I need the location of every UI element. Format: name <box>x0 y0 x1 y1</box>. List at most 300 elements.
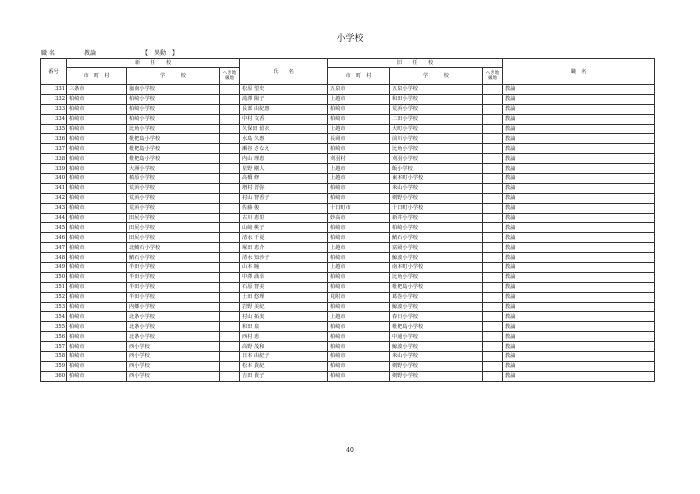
old-school-cell: 大町小学校 <box>390 124 483 134</box>
job-title-cell: 教論 <box>503 85 655 95</box>
row-no-cell: 358 <box>41 352 67 362</box>
table-row <box>41 233 655 243</box>
job-title-cell: 教論 <box>503 253 655 263</box>
new-remote-cell <box>220 342 240 352</box>
new-school-cell: 北条小学校 <box>127 332 220 342</box>
job-title-cell: 教論 <box>503 312 655 322</box>
old-city-cell: 妙高市 <box>328 213 390 223</box>
old-city-cell: 柏崎市 <box>328 322 390 332</box>
table-row <box>41 263 655 273</box>
old-remote-cell <box>483 263 503 273</box>
new-remote-cell <box>220 114 240 124</box>
col-new-remote: へき地級地 <box>220 68 240 85</box>
new-city-cell: 柏崎市 <box>67 174 127 184</box>
old-remote-cell <box>483 154 503 164</box>
new-school-cell: 荒浜小学校 <box>127 183 220 193</box>
table-row <box>41 144 655 154</box>
new-remote-cell <box>220 263 240 273</box>
old-remote-cell <box>483 94 503 104</box>
new-remote-cell <box>220 352 240 362</box>
old-remote-cell <box>483 124 503 134</box>
old-school-cell: 枇杷島小学校 <box>390 322 483 332</box>
old-city-cell: 上越市 <box>328 94 390 104</box>
table-row <box>41 272 655 282</box>
row-no-cell: 339 <box>41 164 67 174</box>
new-school-cell: 内郷小学校 <box>127 302 220 312</box>
row-no-cell: 349 <box>41 263 67 273</box>
old-remote-cell <box>483 302 503 312</box>
old-city-cell: 柏崎市 <box>328 361 390 371</box>
row-no-cell: 344 <box>41 213 67 223</box>
old-city-cell: 十日町市 <box>328 203 390 213</box>
table-row <box>41 371 655 381</box>
row-no-cell: 348 <box>41 253 67 263</box>
teacher-name-cell: 内山 理恵 <box>240 154 328 164</box>
new-city-cell: 柏崎市 <box>67 371 127 381</box>
old-remote-cell <box>483 164 503 174</box>
row-no-cell: 355 <box>41 322 67 332</box>
old-city-cell: 柏崎市 <box>328 233 390 243</box>
teacher-name-cell: 松原 望史 <box>240 85 328 95</box>
transfer-table <box>40 58 655 382</box>
teacher-name-cell: 和田 泉 <box>240 322 328 332</box>
table-row <box>41 312 655 322</box>
old-school-cell: 比角小学校 <box>390 144 483 154</box>
new-remote-cell <box>220 292 240 302</box>
job-title-cell: 教論 <box>503 104 655 114</box>
page-number: 40 <box>346 447 354 454</box>
old-remote-cell <box>483 253 503 263</box>
new-remote-cell <box>220 85 240 95</box>
teacher-name-cell: 高橋 修 <box>240 174 328 184</box>
new-school-cell: 半田小学校 <box>127 292 220 302</box>
old-city-cell: 上越市 <box>328 174 390 184</box>
col-old-city: 市 町 村 <box>328 68 390 85</box>
old-remote-cell <box>483 352 503 362</box>
row-no-cell: 332 <box>41 94 67 104</box>
new-city-cell: 柏崎市 <box>67 144 127 154</box>
new-school-cell: 鯖石小学校 <box>127 253 220 263</box>
new-city-cell: 柏崎市 <box>67 104 127 114</box>
old-city-cell: 柏崎市 <box>328 332 390 342</box>
table-row <box>41 154 655 164</box>
new-school-cell: 柏崎小学校 <box>127 104 220 114</box>
old-city-cell: 柏崎市 <box>328 302 390 312</box>
new-city-cell: 柏崎市 <box>67 302 127 312</box>
old-city-cell: 上越市 <box>328 164 390 174</box>
old-school-cell: 二田小学校 <box>390 114 483 124</box>
old-remote-cell <box>483 183 503 193</box>
new-remote-cell <box>220 282 240 292</box>
old-school-cell: 柏崎小学校 <box>390 223 483 233</box>
table-row <box>41 243 655 253</box>
old-remote-cell <box>483 272 503 282</box>
new-school-cell: 荒浜小学校 <box>127 193 220 203</box>
new-city-cell: 柏崎市 <box>67 203 127 213</box>
job-title-cell: 教論 <box>503 213 655 223</box>
old-school-cell: 剣野小学校 <box>390 361 483 371</box>
old-remote-cell <box>483 144 503 154</box>
new-city-cell: 柏崎市 <box>67 233 127 243</box>
old-city-cell: 柏崎市 <box>328 352 390 362</box>
col-new-city: 市 町 村 <box>67 68 127 85</box>
col-job: 職 名 <box>503 59 655 85</box>
old-school-cell: 剣野小学校 <box>390 371 483 381</box>
old-remote-cell <box>483 342 503 352</box>
page-title: 小学校 <box>336 34 364 44</box>
new-school-cell: 北鯖石小学校 <box>127 243 220 253</box>
old-remote-cell <box>483 203 503 213</box>
new-remote-cell <box>220 302 240 312</box>
old-school-cell: 刈羽小学校 <box>390 154 483 164</box>
old-school-cell: 米山小学校 <box>390 352 483 362</box>
teacher-name-cell: 松本 貴紀 <box>240 361 328 371</box>
table-row <box>41 322 655 332</box>
old-city-cell: 柏崎市 <box>328 183 390 193</box>
new-school-cell: 半田小学校 <box>127 272 220 282</box>
teacher-name-cell: 山本 瞳 <box>240 263 328 273</box>
new-city-cell: 柏崎市 <box>67 164 127 174</box>
new-city-cell: 柏崎市 <box>67 253 127 263</box>
old-school-cell: 米山小学校 <box>390 183 483 193</box>
teacher-name-cell: 星野 剛人 <box>240 164 328 174</box>
new-city-cell: 柏崎市 <box>67 193 127 203</box>
row-no-cell: 334 <box>41 114 67 124</box>
new-city-cell: 柏崎市 <box>67 183 127 193</box>
new-remote-cell <box>220 94 240 104</box>
col-new-group: 新 任 校 <box>67 59 240 68</box>
job-title-cell: 教論 <box>503 272 655 282</box>
table-row <box>41 94 655 104</box>
teacher-name-cell: 中澤 満幸 <box>240 272 328 282</box>
old-school-cell: 春日小学校 <box>390 312 483 322</box>
new-school-cell: 半田小学校 <box>127 263 220 273</box>
table-row <box>41 203 655 213</box>
old-city-cell: 柏崎市 <box>328 223 390 233</box>
new-school-cell: 柏崎小学校 <box>127 114 220 124</box>
table-row <box>41 174 655 184</box>
new-city-cell: 柏崎市 <box>67 94 127 104</box>
new-city-cell: 柏崎市 <box>67 292 127 302</box>
old-remote-cell <box>483 85 503 95</box>
new-remote-cell <box>220 203 240 213</box>
row-no-cell: 346 <box>41 233 67 243</box>
teacher-name-cell: 清水 千夏 <box>240 233 328 243</box>
new-city-cell: 柏崎市 <box>67 312 127 322</box>
teacher-name-cell: 滝澤 陽子 <box>240 94 328 104</box>
new-remote-cell <box>220 144 240 154</box>
table-row <box>41 332 655 342</box>
row-no-cell: 359 <box>41 361 67 371</box>
teacher-name-cell: 古川 恵里 <box>240 213 328 223</box>
table-row <box>41 361 655 371</box>
new-remote-cell <box>220 164 240 174</box>
new-city-cell: 柏崎市 <box>67 154 127 164</box>
move-label: 【 異動 】 <box>142 50 179 57</box>
table-row <box>41 134 655 144</box>
old-city-cell: 上越市 <box>328 243 390 253</box>
row-no-cell: 336 <box>41 134 67 144</box>
old-school-cell: 十日町小学校 <box>390 203 483 213</box>
old-remote-cell <box>483 332 503 342</box>
old-city-cell: 柏崎市 <box>328 104 390 114</box>
old-remote-cell <box>483 322 503 332</box>
row-no-cell: 356 <box>41 332 67 342</box>
new-school-cell: 西小学校 <box>127 352 220 362</box>
job-title-cell: 教論 <box>503 154 655 164</box>
teacher-name-cell: 佐藤 俊 <box>240 203 328 213</box>
table-row <box>41 85 655 95</box>
new-school-cell: 西小学校 <box>127 371 220 381</box>
table-row <box>41 164 655 174</box>
old-remote-cell <box>483 282 503 292</box>
new-city-cell: 柏崎市 <box>67 322 127 332</box>
new-remote-cell <box>220 183 240 193</box>
old-school-cell: 飯小学校 <box>390 164 483 174</box>
job-title-cell: 教論 <box>503 342 655 352</box>
new-remote-cell <box>220 371 240 381</box>
old-school-cell: 五泉小学校 <box>390 85 483 95</box>
job-title-cell: 教論 <box>503 233 655 243</box>
new-remote-cell <box>220 253 240 263</box>
job-title-cell: 教論 <box>503 292 655 302</box>
row-no-cell: 347 <box>41 243 67 253</box>
old-remote-cell <box>483 312 503 322</box>
table-row <box>41 253 655 263</box>
new-school-cell: 田尻小学校 <box>127 233 220 243</box>
new-city-cell: 柏崎市 <box>67 361 127 371</box>
job-title-cell: 教論 <box>503 322 655 332</box>
table-row <box>41 292 655 302</box>
job-value: 教論 <box>84 50 97 57</box>
new-remote-cell <box>220 193 240 203</box>
row-no-cell: 353 <box>41 302 67 312</box>
old-school-cell: 東本町小学校 <box>390 174 483 184</box>
old-city-cell: 五泉市 <box>328 85 390 95</box>
old-remote-cell <box>483 223 503 233</box>
job-title-cell: 教論 <box>503 282 655 292</box>
col-old-remote: へき地級地 <box>483 68 503 85</box>
col-old-group: 旧 任 校 <box>328 59 503 68</box>
row-no-cell: 357 <box>41 342 67 352</box>
table-row <box>41 302 655 312</box>
new-remote-cell <box>220 174 240 184</box>
job-title-cell: 教論 <box>503 243 655 253</box>
job-title-cell: 教論 <box>503 94 655 104</box>
old-city-cell: 長岡市 <box>328 134 390 144</box>
new-city-cell: 柏崎市 <box>67 243 127 253</box>
teacher-name-cell: 増村 晋弥 <box>240 183 328 193</box>
old-remote-cell <box>483 371 503 381</box>
new-school-cell: 大洲小学校 <box>127 164 220 174</box>
teacher-name-cell: 高野 茂和 <box>240 342 328 352</box>
old-city-cell: 柏崎市 <box>328 272 390 282</box>
new-city-cell: 柏崎市 <box>67 134 127 144</box>
table-row <box>41 114 655 124</box>
row-no-cell: 354 <box>41 312 67 322</box>
new-school-cell: 嵐南小学校 <box>127 85 220 95</box>
old-school-cell: 新井小学校 <box>390 213 483 223</box>
old-remote-cell <box>483 292 503 302</box>
row-no-cell: 337 <box>41 144 67 154</box>
row-no-cell: 331 <box>41 85 67 95</box>
job-label: 職 名 <box>41 50 55 57</box>
new-remote-cell <box>220 213 240 223</box>
new-remote-cell <box>220 312 240 322</box>
old-city-cell: 見附市 <box>328 292 390 302</box>
job-title-cell: 教論 <box>503 183 655 193</box>
new-school-cell: 西小学校 <box>127 342 220 352</box>
new-city-cell: 柏崎市 <box>67 342 127 352</box>
new-city-cell: 柏崎市 <box>67 213 127 223</box>
new-school-cell: 枇杷島小学校 <box>127 144 220 154</box>
teacher-name-cell: 中村 文香 <box>240 114 328 124</box>
job-title-cell: 教論 <box>503 124 655 134</box>
new-city-cell: 柏崎市 <box>67 352 127 362</box>
job-title-cell: 教論 <box>503 193 655 203</box>
old-remote-cell <box>483 243 503 253</box>
new-remote-cell <box>220 154 240 164</box>
old-city-cell: 柏崎市 <box>328 193 390 203</box>
row-no-cell: 335 <box>41 124 67 134</box>
job-title-cell: 教論 <box>503 371 655 381</box>
new-remote-cell <box>220 332 240 342</box>
old-city-cell: 上越市 <box>328 124 390 134</box>
new-school-cell: 田尻小学校 <box>127 213 220 223</box>
teacher-name-cell: 土田 悠理 <box>240 292 328 302</box>
old-city-cell: 上越市 <box>328 312 390 322</box>
table-row <box>41 193 655 203</box>
old-remote-cell <box>483 114 503 124</box>
old-city-cell: 刈羽村 <box>328 154 390 164</box>
row-no-cell: 340 <box>41 174 67 184</box>
new-city-cell: 三条市 <box>67 85 127 95</box>
teacher-name-cell: 日本 由紀子 <box>240 352 328 362</box>
row-no-cell: 341 <box>41 183 67 193</box>
col-no: 番号 <box>41 59 67 85</box>
teacher-name-cell: 水島 久惠 <box>240 134 328 144</box>
teacher-name-cell: 山﨑 桃子 <box>240 223 328 233</box>
row-no-cell: 345 <box>41 223 67 233</box>
row-no-cell: 351 <box>41 282 67 292</box>
new-remote-cell <box>220 361 240 371</box>
new-remote-cell <box>220 243 240 253</box>
teacher-name-cell: 石原 智美 <box>240 282 328 292</box>
table-row <box>41 124 655 134</box>
teacher-name-cell: 村山 拓実 <box>240 312 328 322</box>
old-city-cell: 柏崎市 <box>328 144 390 154</box>
old-city-cell: 柏崎市 <box>328 114 390 124</box>
new-school-cell: 枇杷島小学校 <box>127 154 220 164</box>
new-city-cell: 柏崎市 <box>67 272 127 282</box>
old-city-cell: 柏崎市 <box>328 342 390 352</box>
old-remote-cell <box>483 233 503 243</box>
new-remote-cell <box>220 124 240 134</box>
teacher-name-cell: 吉田 貴子 <box>240 371 328 381</box>
job-title-cell: 教論 <box>503 134 655 144</box>
row-no-cell: 360 <box>41 371 67 381</box>
job-title-cell: 教論 <box>503 164 655 174</box>
new-city-cell: 柏崎市 <box>67 332 127 342</box>
old-school-cell: 比角小学校 <box>390 272 483 282</box>
table-row <box>41 183 655 193</box>
job-title-cell: 教論 <box>503 144 655 154</box>
new-remote-cell <box>220 233 240 243</box>
col-new-school: 学 校 <box>127 68 220 85</box>
old-school-cell: 鯨波小学校 <box>390 302 483 312</box>
col-old-school: 学 校 <box>390 68 483 85</box>
new-city-cell: 柏崎市 <box>67 263 127 273</box>
new-school-cell: 柏崎小学校 <box>127 94 220 104</box>
old-remote-cell <box>483 361 503 371</box>
new-school-cell: 槙原小学校 <box>127 174 220 184</box>
row-no-cell: 343 <box>41 203 67 213</box>
old-remote-cell <box>483 134 503 144</box>
row-no-cell: 338 <box>41 154 67 164</box>
new-city-cell: 柏崎市 <box>67 114 127 124</box>
new-school-cell: 荒浜小学校 <box>127 203 220 213</box>
new-city-cell: 柏崎市 <box>67 124 127 134</box>
new-city-cell: 柏崎市 <box>67 282 127 292</box>
old-school-cell: 荒浜小学校 <box>390 104 483 114</box>
old-school-cell: 南本町小学校 <box>390 263 483 273</box>
old-remote-cell <box>483 104 503 114</box>
col-name: 氏 名 <box>240 59 328 85</box>
table-row <box>41 342 655 352</box>
old-school-cell: 富岡小学校 <box>390 243 483 253</box>
old-city-cell: 柏崎市 <box>328 282 390 292</box>
job-title-cell: 教論 <box>503 302 655 312</box>
old-school-cell: 中通小学校 <box>390 332 483 342</box>
table-row <box>41 104 655 114</box>
teacher-name-cell: 長部 由紀惠 <box>240 104 328 114</box>
teacher-name-cell: 西村 恵 <box>240 332 328 342</box>
old-remote-cell <box>483 193 503 203</box>
old-school-cell: 鯨波小学校 <box>390 342 483 352</box>
old-school-cell: 鯖石小学校 <box>390 233 483 243</box>
job-title-cell: 教論 <box>503 174 655 184</box>
teacher-name-cell: 久保田 留衣 <box>240 124 328 134</box>
row-no-cell: 352 <box>41 292 67 302</box>
job-title-cell: 教論 <box>503 263 655 273</box>
old-remote-cell <box>483 213 503 223</box>
new-school-cell: 西小学校 <box>127 361 220 371</box>
new-remote-cell <box>220 104 240 114</box>
new-school-cell: 北条小学校 <box>127 322 220 332</box>
job-title-cell: 教論 <box>503 361 655 371</box>
job-title-cell: 教論 <box>503 332 655 342</box>
old-city-cell: 柏崎市 <box>328 253 390 263</box>
teacher-name-cell: 岩野 美紀 <box>240 302 328 312</box>
table-row <box>41 352 655 362</box>
teacher-name-cell: 清水 知沙子 <box>240 253 328 263</box>
job-title-cell: 教論 <box>503 203 655 213</box>
new-school-cell: 田尻小学校 <box>127 223 220 233</box>
row-no-cell: 342 <box>41 193 67 203</box>
new-remote-cell <box>220 134 240 144</box>
new-remote-cell <box>220 223 240 233</box>
row-no-cell: 333 <box>41 104 67 114</box>
old-school-cell: 枇杷島小学校 <box>390 282 483 292</box>
table-row <box>41 213 655 223</box>
table-row <box>41 223 655 233</box>
old-remote-cell <box>483 174 503 184</box>
old-city-cell: 柏崎市 <box>328 371 390 381</box>
teacher-name-cell: 瀬谷 さなえ <box>240 144 328 154</box>
old-school-cell: 葛巻小学校 <box>390 292 483 302</box>
new-school-cell: 枇杷島小学校 <box>127 134 220 144</box>
teacher-name-cell: 塚田 恵介 <box>240 243 328 253</box>
